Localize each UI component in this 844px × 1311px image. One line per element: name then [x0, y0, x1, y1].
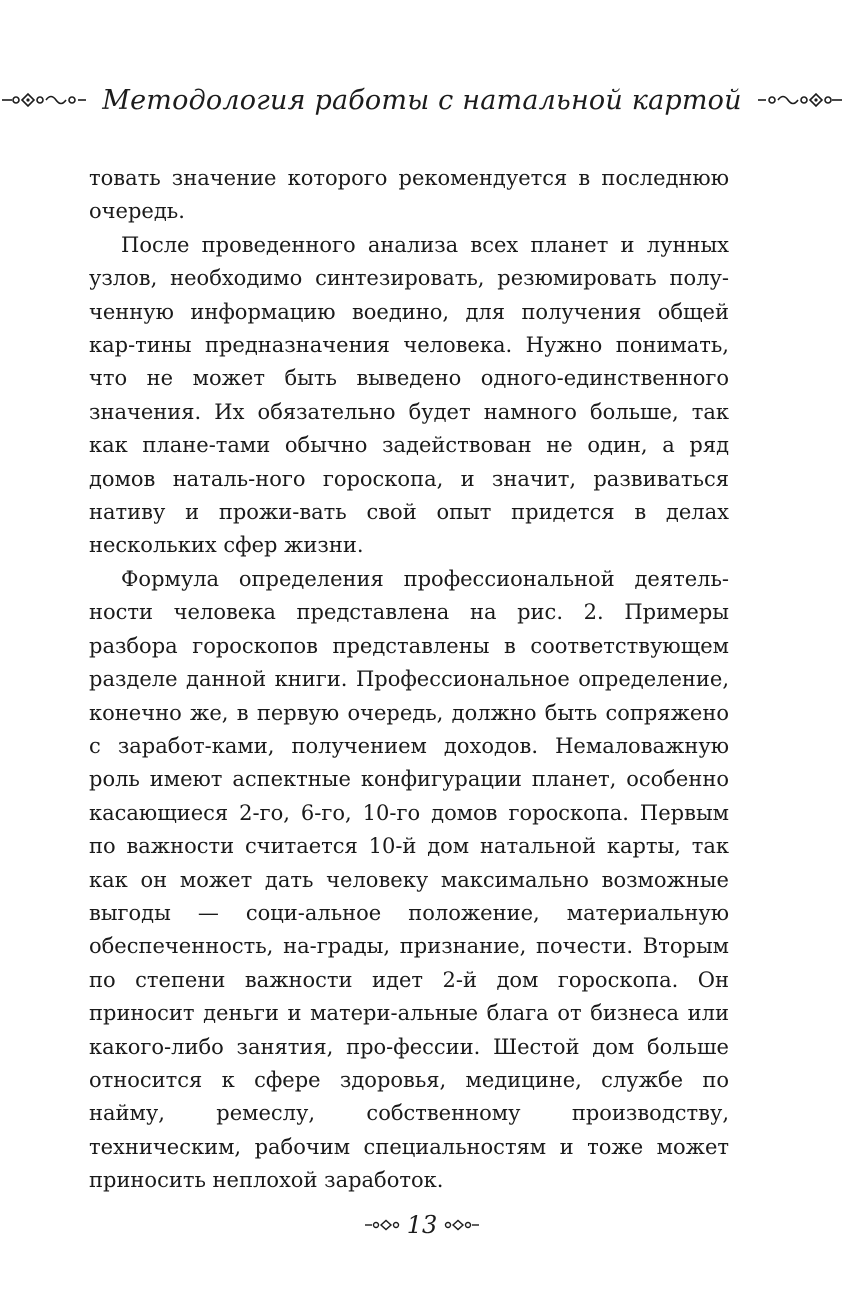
page-footer [0, 1210, 844, 1240]
folio-left-flourish-icon [363, 1217, 403, 1233]
paragraph-profession-formula: Формула определения профессиональной деятель-ности человека представлена на рис. 2. Примеры разбора гороскопов представлены в соответствующем разделе данной книги. Профессиональное определение, конечно же, в первую очередь, должно быть сопряжено с заработ-ками, получением доходов. Немаловажную роль имеют аспектные конфигурации планет, особенно касающиеся 2-го, 6-го, 10-го домов гороскопа. Первым по важности считается 10-й дом натальной карты, так как он может дать человеку максимально возможные выгоды — соци-альное положение, материальную обеспеченность, на-грады, признание, почести. Вторым по степени важности идет 2-й дом гороскопа. Он приносит деньги и матери-альные блага от бизнеса или какого-либо занятия, про-фессии. Шестой дом больше относится к сфере здоровья, медицине, службе по найму, ремеслу, собственному производству, техническим, рабочим специальностям и тоже может приносить неплохой заработок. [89, 566, 729, 1193]
left-flourish-icon [0, 90, 88, 110]
right-flourish-icon [756, 90, 844, 110]
running-head [0, 80, 844, 120]
paragraph-synthesis: После проведенного анализа всех планет и лунных узлов, необходимо синтезировать, резюмировать полу-ченную информацию воедино, для получения общей кар-тины предназначения человека. Нужно понимать, что не может быть выведено одного-единственного значения. Их обязательно будет намного больше, так как плане-тами обычно задействован не один, а ряд домов наталь-ного гороскопа, и значит, развиваться нативу и прожи-вать свой опыт придется в делах нескольких сфер жизни. [89, 232, 729, 558]
main-text [89, 162, 729, 1198]
paragraph-continuation: товать значение которого рекомендуется в последнюю очередь. [89, 166, 729, 224]
running-head-title: Методология работы с натальной картой [102, 84, 742, 116]
folio-right-flourish-icon [441, 1217, 481, 1233]
page-number: 13 [406, 1211, 438, 1239]
